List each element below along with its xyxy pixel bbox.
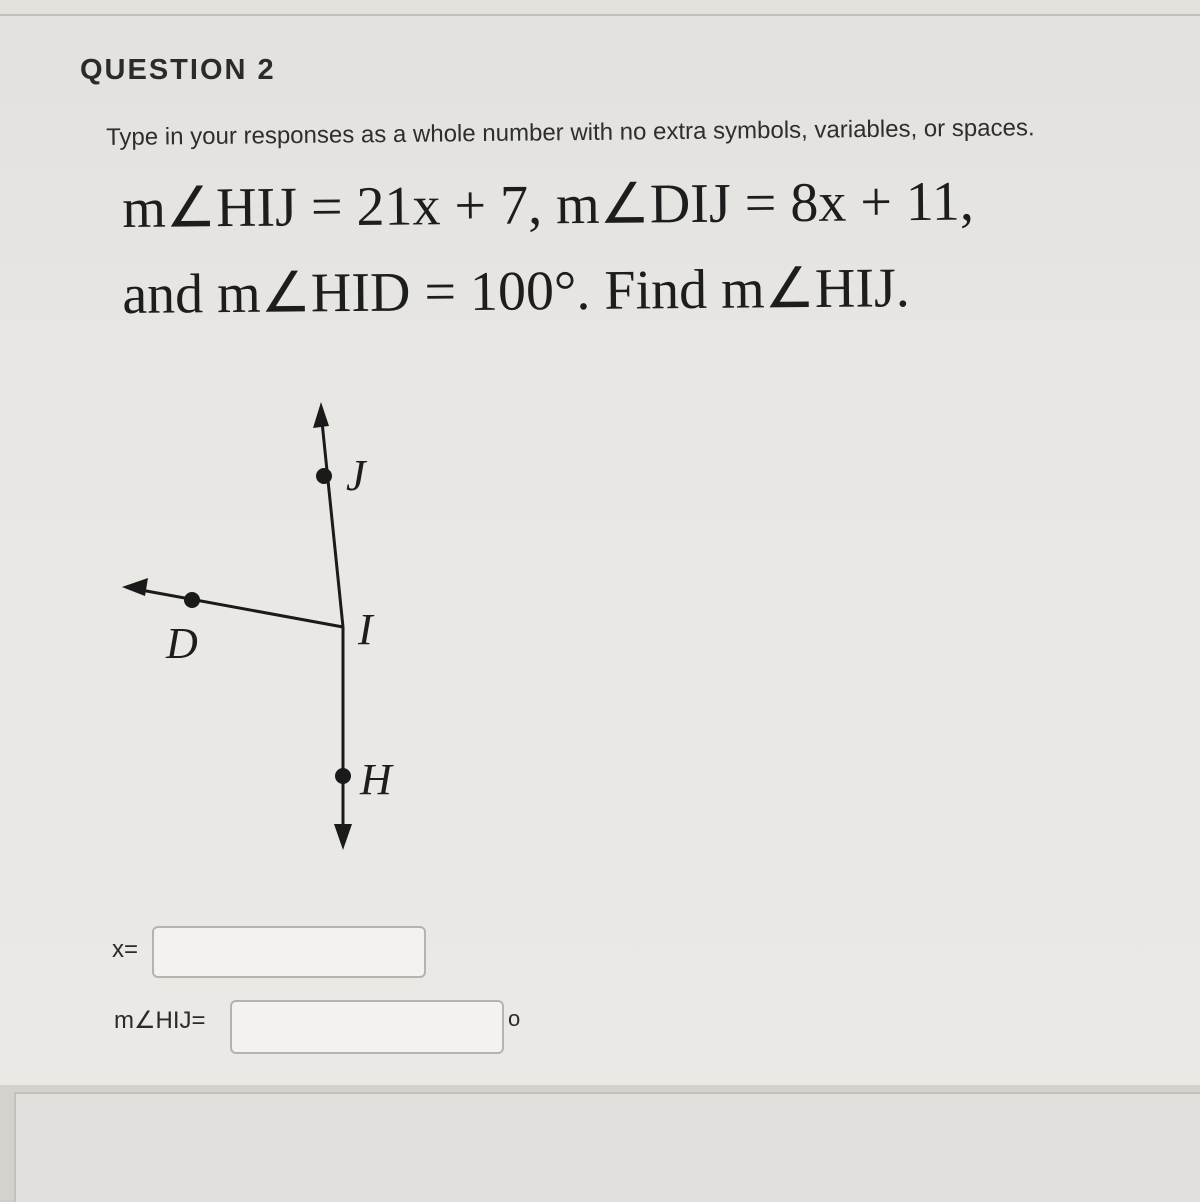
problem-statement-line-1: m∠HIJ = 21x + 7, m∠DIJ = 8x + 11,	[122, 170, 975, 240]
angle-hij-answer-input[interactable]	[230, 1000, 504, 1054]
instructions-text: Type in your responses as a whole number with no extra symbols, variables, or spaces.	[106, 114, 1035, 151]
panel-divider	[0, 14, 1200, 16]
arrow-d-icon	[122, 578, 148, 596]
label-h: H	[360, 755, 392, 804]
next-question-panel	[14, 1092, 1200, 1202]
question-title: QUESTION 2	[80, 54, 276, 86]
angle-hij-answer-label: m∠HIJ=	[114, 1007, 206, 1034]
ray-ij	[321, 412, 343, 627]
problem-statement-line-2: and m∠HID = 100°. Find m∠HIJ.	[122, 257, 911, 326]
label-d: D	[166, 619, 198, 668]
degree-symbol: o	[508, 1006, 521, 1031]
arrow-h-icon	[334, 824, 352, 850]
ray-id	[130, 588, 343, 627]
label-i: I	[358, 605, 373, 654]
angle-diagram	[100, 390, 460, 860]
x-answer-label: x=	[112, 936, 139, 963]
arrow-j-icon	[313, 402, 329, 428]
point-h	[335, 768, 351, 784]
label-j: J	[346, 451, 366, 500]
point-d	[184, 592, 200, 608]
point-j	[316, 468, 332, 484]
x-answer-input[interactable]	[152, 926, 426, 978]
